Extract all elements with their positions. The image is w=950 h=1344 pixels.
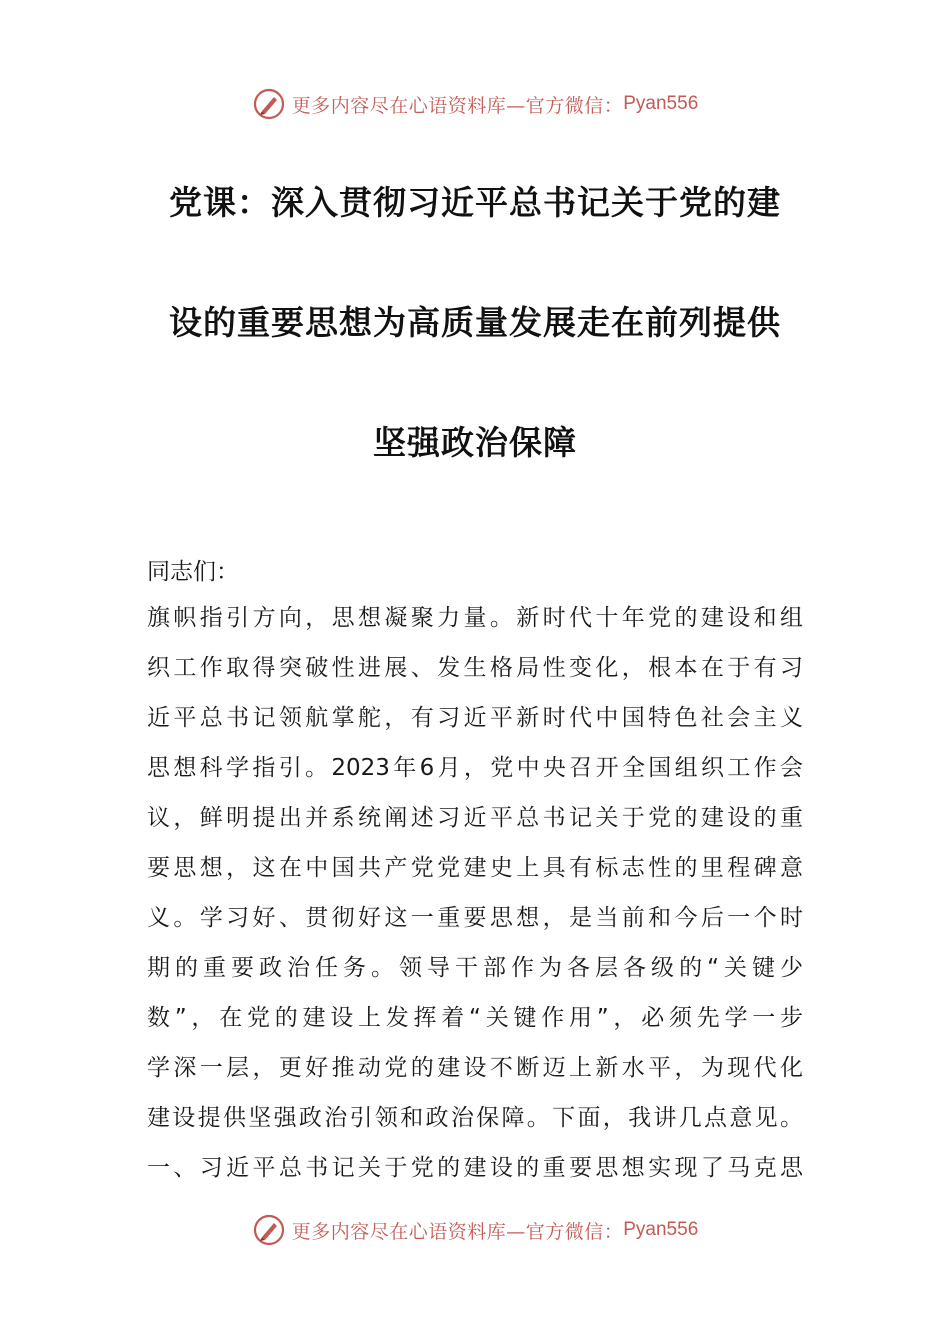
body-line: 要思想，这在中国共产党党建史上具有标志性的里程碑意	[147, 855, 803, 881]
page-title-line-3: 坚强政治保障	[373, 423, 577, 462]
footer-banner	[0, 1206, 950, 1254]
page-title-line-1: 党课：深入贯彻习近平总书记关于党的建	[169, 183, 781, 222]
body-line: 建设提供坚强政治引领和政治保障。下面，我讲几点意见。	[147, 1105, 803, 1131]
body-line: 义。学习好、贯彻好这一重要思想，是当前和今后一个时	[147, 905, 803, 931]
body-line: 织工作取得突破性进展、发生格局性变化，根本在于有习	[147, 655, 803, 681]
body-line: 期的重要政治任务。领导干部作为各层各级的“关键少	[147, 955, 803, 981]
wechat-id: Pyan556	[623, 1219, 699, 1240]
header-banner	[0, 80, 950, 128]
wechat-id: Pyan556	[623, 93, 699, 114]
body-line: 近平总书记领航掌舵，有习近平新时代中国特色社会主义	[147, 705, 803, 731]
pen-logo-icon	[252, 87, 286, 121]
body-line: 议，鲜明提出并系统阐述习近平总书记关于党的建设的重	[147, 805, 803, 831]
body-line: 学深一层，更好推动党的建设不断迈上新水平，为现代化	[147, 1055, 803, 1081]
body-line: 思想科学指引。2023年6月，党中央召开全国组织工作会	[147, 755, 803, 781]
page-title-line-2: 设的重要思想为高质量发展走在前列提供	[169, 303, 781, 342]
pen-logo-icon	[252, 1213, 286, 1247]
banner-text: 更多内容尽在心语资料库—官方微信：	[291, 1220, 624, 1243]
section-heading-line: 一、习近平总书记关于党的建设的重要思想实现了马克思	[147, 1155, 803, 1181]
banner-text: 更多内容尽在心语资料库—官方微信：	[291, 94, 624, 117]
body-line: 数”，在党的建设上发挥着“关键作用”，必须先学一步	[147, 1005, 803, 1031]
body-line: 旗帜指引方向，思想凝聚力量。新时代十年党的建设和组	[147, 605, 803, 631]
salutation: 同志们：	[147, 559, 239, 585]
